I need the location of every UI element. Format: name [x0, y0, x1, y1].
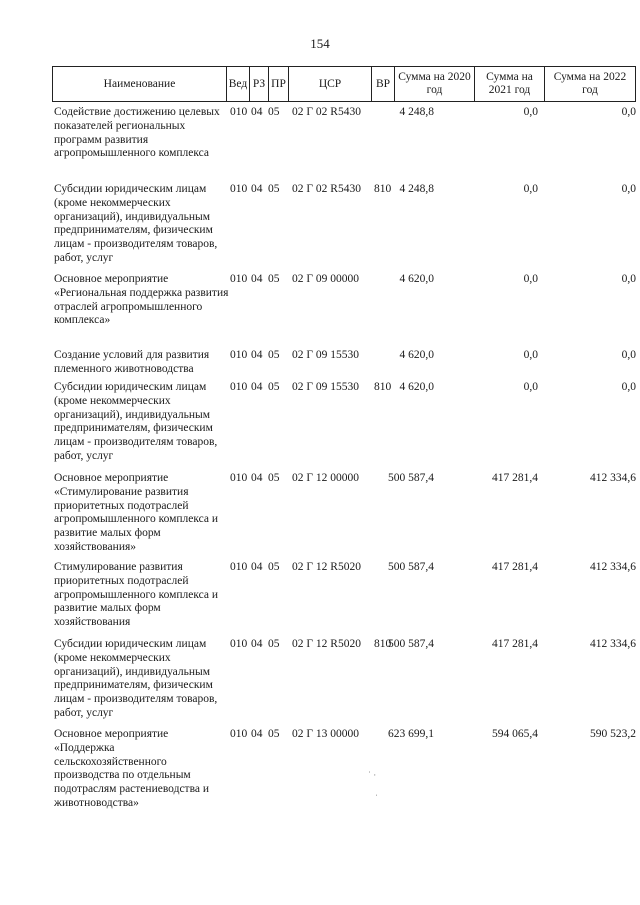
row-sum-2021: 417 281,4 [492, 638, 538, 650]
row-rz: 04 [251, 472, 263, 484]
row-pr: 05 [268, 561, 280, 573]
row-name: Основное мероприятие «Поддержка сельскохозяйственного производства по отдельным подотраслям растениеводства и животноводства» [54, 728, 209, 809]
row-sum-2020: 623 699,1 [388, 728, 434, 740]
row-ved: 010 [230, 349, 248, 361]
row-name: Субсидии юридическим лицам (кроме некоммерческих организаций), индивидуальным предпринимателям, физическим лицам - производителям товаров, работ, услуг [54, 638, 218, 719]
header-name: Наименование [53, 67, 227, 101]
row-ved: 010 [230, 183, 248, 195]
row-csr: 02 Г 12 R5020 [292, 561, 361, 573]
header-sum-2021: Сумма на 2021 год [475, 67, 545, 101]
row-sum-2020: 500 587,4 [388, 561, 434, 573]
row-ved: 010 [230, 381, 248, 393]
row-sum-2020: 4 248,8 [399, 106, 434, 118]
header-csr: ЦСР [289, 67, 372, 101]
row-csr: 02 Г 13 00000 [292, 728, 360, 740]
row-csr: 02 Г 09 00000 [292, 273, 360, 285]
row-sum-2021: 0,0 [523, 349, 538, 361]
row-sum-2022: 0,0 [621, 106, 636, 118]
header-ved: Вед [227, 67, 250, 101]
row-pr: 05 [268, 728, 280, 740]
row-sum-2020: 4 620,0 [399, 273, 434, 285]
row-name: Создание условий для развития племенного животноводства [54, 349, 210, 375]
row-csr: 02 Г 02 R5430 [292, 106, 361, 118]
row-pr: 05 [268, 183, 280, 195]
row-name: Основное мероприятие «Региональная поддержка развития отраслей агропромышленного комплекса» [54, 273, 229, 327]
header-rz: РЗ [250, 67, 269, 101]
row-rz: 04 [251, 381, 263, 393]
row-sum-2020: 500 587,4 [388, 472, 434, 484]
row-rz: 04 [251, 106, 263, 118]
row-ved: 010 [230, 561, 248, 573]
row-csr: 02 Г 12 R5020 [292, 638, 361, 650]
row-pr: 05 [268, 106, 280, 118]
row-rz: 04 [251, 349, 263, 361]
header-pr: ПР [269, 67, 289, 101]
row-sum-2022: 0,0 [621, 273, 636, 285]
row-name: Содействие достижению целевых показателей региональных программ развития агропромышленного комплекса [54, 106, 220, 160]
row-sum-2021: 0,0 [523, 106, 538, 118]
row-vr: 810 [374, 638, 392, 650]
row-ved: 010 [230, 273, 248, 285]
row-name: Стимулирование развития приоритетных подотраслей агропромышленного комплекса и развитие малых форм хозяйствования [54, 561, 219, 629]
row-pr: 05 [268, 381, 280, 393]
row-pr: 05 [268, 638, 280, 650]
header-sum-2020: Сумма на 2020 год [395, 67, 475, 101]
row-rz: 04 [251, 273, 263, 285]
row-sum-2020: 4 620,0 [399, 349, 434, 361]
table-header [52, 66, 636, 102]
row-pr: 05 [268, 273, 280, 285]
row-name: Субсидии юридическим лицам (кроме некоммерческих организаций), индивидуальным предпринимателям, физическим лицам - производителям товаров, работ, услуг [54, 183, 218, 264]
row-sum-2022: 412 334,6 [590, 472, 636, 484]
row-sum-2022: 412 334,6 [590, 561, 636, 573]
scan-speck: ˌ [375, 786, 378, 796]
row-vr: 810 [374, 381, 392, 393]
row-sum-2021: 0,0 [523, 273, 538, 285]
row-ved: 010 [230, 472, 248, 484]
row-sum-2022: 590 523,2 [590, 728, 636, 740]
scan-speck: ˙ · [368, 770, 377, 780]
row-sum-2022: 0,0 [621, 183, 636, 195]
row-sum-2021: 0,0 [523, 381, 538, 393]
row-pr: 05 [268, 349, 280, 361]
row-rz: 04 [251, 561, 263, 573]
row-rz: 04 [251, 728, 263, 740]
row-sum-2021: 0,0 [523, 183, 538, 195]
row-csr: 02 Г 09 15530 [292, 349, 360, 361]
row-sum-2020: 4 620,0 [399, 381, 434, 393]
row-sum-2022: 0,0 [621, 349, 636, 361]
row-sum-2020: 500 587,4 [388, 638, 434, 650]
row-csr: 02 Г 09 15530 [292, 381, 360, 393]
row-ved: 010 [230, 638, 248, 650]
row-csr: 02 Г 02 R5430 [292, 183, 361, 195]
header-sum-2022: Сумма на 2022 год [553, 71, 627, 96]
row-sum-2021: 417 281,4 [492, 561, 538, 573]
row-vr: 810 [374, 183, 392, 195]
row-pr: 05 [268, 472, 280, 484]
row-name: Основное мероприятие «Стимулирование развития приоритетных подотраслей агропромышленного комплекса и развитие малых форм хозяйствования» [54, 472, 219, 553]
page-number: 154 [310, 36, 330, 51]
row-ved: 010 [230, 106, 248, 118]
row-sum-2022: 412 334,6 [590, 638, 636, 650]
header-vr: ВР [372, 67, 395, 101]
row-sum-2020: 4 248,8 [399, 183, 434, 195]
row-sum-2022: 0,0 [621, 381, 636, 393]
row-csr: 02 Г 12 00000 [292, 472, 360, 484]
row-rz: 04 [251, 638, 263, 650]
row-ved: 010 [230, 728, 248, 740]
row-name: Субсидии юридическим лицам (кроме некоммерческих организаций), индивидуальным предпринимателям, физическим лицам - производителям товаров, работ, услуг [54, 381, 218, 462]
row-sum-2021: 417 281,4 [492, 472, 538, 484]
row-rz: 04 [251, 183, 263, 195]
row-sum-2021: 594 065,4 [492, 728, 538, 740]
